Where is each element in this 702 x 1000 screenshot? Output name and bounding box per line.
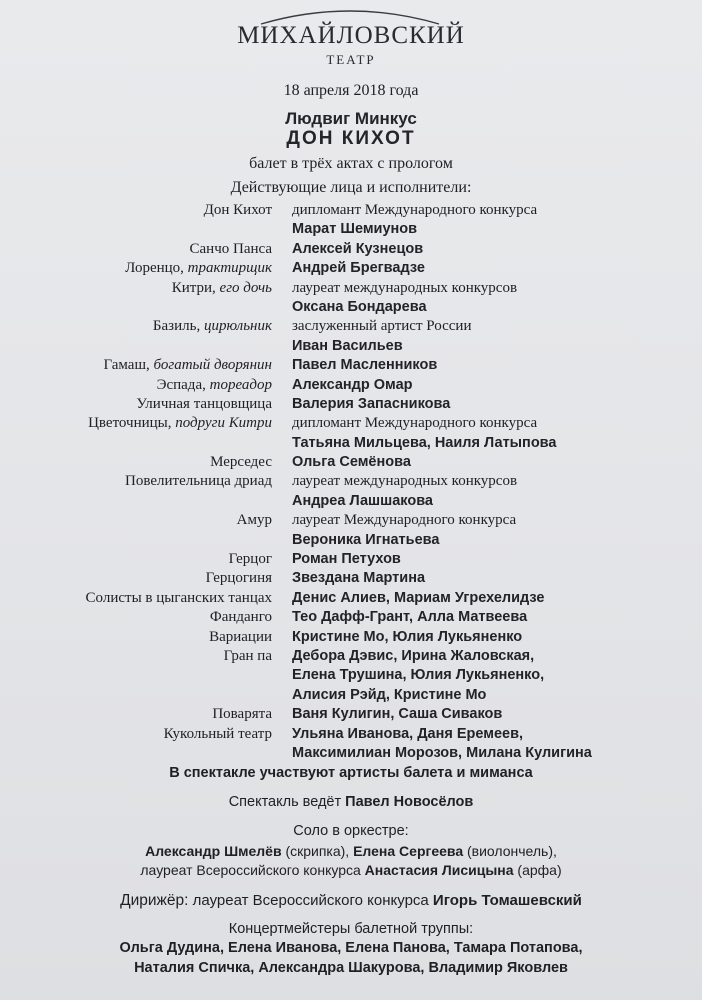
cast-heading: Действующие лица и исполнители: xyxy=(230,179,472,196)
performer-name: Андреа Лашшакова xyxy=(292,492,433,509)
cast-row xyxy=(0,259,702,278)
role-name xyxy=(0,511,272,530)
role-name xyxy=(0,744,272,763)
cast-row xyxy=(0,356,702,375)
cast-row xyxy=(0,414,702,433)
soloist-name: Елена Сергеева xyxy=(353,843,464,859)
role-note: цирюльник xyxy=(203,318,272,335)
role-label: Дон Кихот xyxy=(203,202,272,218)
role-label: Поварята xyxy=(212,706,272,723)
cast-row xyxy=(0,705,702,724)
performer-name: Алисия Рэйд, Кристине Мо xyxy=(292,686,487,703)
cast-row xyxy=(0,434,702,453)
cast-row xyxy=(0,647,702,666)
performer-name: Марат Шемиунов xyxy=(292,221,418,238)
role-name xyxy=(0,317,272,336)
role-name xyxy=(0,259,272,278)
role-label: Гамаш, xyxy=(103,357,154,374)
cast-row xyxy=(0,317,702,336)
cast-row xyxy=(0,220,702,239)
cast-row xyxy=(0,608,702,627)
performer-title: лауреат международных конкурсов xyxy=(292,279,518,296)
role-name xyxy=(0,589,272,608)
soloist-instrument: (арфа) xyxy=(513,862,562,878)
role-name xyxy=(0,492,272,511)
role-name xyxy=(0,666,272,685)
role-name xyxy=(0,220,272,239)
role-name xyxy=(0,472,272,491)
role-name xyxy=(0,608,272,627)
soloist-title: лауреат Всероссийского конкурса xyxy=(140,862,365,878)
performer-name: Ульяна Иванова, Даня Еремеев, xyxy=(292,725,524,742)
role-note: его дочь xyxy=(219,279,272,296)
conductor-name: Игорь Томашевский xyxy=(432,892,582,909)
accompanists-line-1: Ольга Дудина, Елена Иванова, Елена Панова, Тамара Потапова, xyxy=(119,940,583,956)
performer-name: Денис Алиев, Мариам Угрехелидзе xyxy=(292,589,545,606)
role-name xyxy=(0,240,272,259)
cast-row xyxy=(0,589,702,608)
role-name xyxy=(0,705,272,724)
performer-name: Кристине Мо, Юлия Лукьяненко xyxy=(292,628,523,645)
role-name xyxy=(0,647,272,666)
role-name xyxy=(0,686,272,705)
soloist-instrument: (виолончель), xyxy=(463,843,557,859)
soloist-instrument: (скрипка), xyxy=(281,843,354,859)
role-note: тореадор xyxy=(209,376,272,393)
orchestra-solo-line-2 xyxy=(0,862,702,878)
accompanists-line-2: Наталия Спичка, Александра Шакурова, Владимир Яковлев xyxy=(134,960,568,976)
role-name xyxy=(0,298,272,317)
orchestra-solo-heading: Соло в оркестре: xyxy=(293,823,409,839)
role-name xyxy=(0,434,272,453)
cast-row xyxy=(0,298,702,317)
role-label: Мерседес xyxy=(210,454,272,471)
role-name xyxy=(0,453,272,472)
performer-title: лауреат Международного конкурса xyxy=(292,512,517,529)
ballet-subtitle: балет в трёх актах с прологом xyxy=(249,155,453,172)
role-label: Солисты в цыганских танцах xyxy=(85,589,272,606)
role-name xyxy=(0,395,272,414)
role-name xyxy=(0,531,272,550)
cast-row xyxy=(0,744,702,763)
role-name xyxy=(0,376,272,395)
cast-row xyxy=(0,337,702,356)
role-label: Кукольный театр xyxy=(163,725,272,742)
performer-title: лауреат международных конкурсов xyxy=(292,473,518,490)
role-label: Вариации xyxy=(209,628,272,645)
cast-row xyxy=(0,686,702,705)
cast-row xyxy=(0,376,702,395)
cast-row xyxy=(0,279,702,298)
ballet-title: ДОН КИХОТ xyxy=(286,128,416,149)
cast-row xyxy=(0,472,702,491)
role-label: Эспада, xyxy=(156,376,210,393)
performer-name: Елена Трушина, Юлия Лукьяненко, xyxy=(292,667,545,684)
role-name xyxy=(0,337,272,356)
performer-name: Валерия Запасникова xyxy=(292,395,451,412)
performer-name: Ваня Кулигин, Саша Сиваков xyxy=(292,706,503,723)
role-label: Уличная танцовщица xyxy=(136,395,272,412)
cast-row xyxy=(0,240,702,259)
performer-name: Дебора Дэвис, Ирина Жаловская, xyxy=(292,647,535,664)
cast-row xyxy=(0,666,702,685)
cast-row xyxy=(0,531,702,550)
role-note: подруги Китри xyxy=(175,415,272,432)
role-name xyxy=(0,569,272,588)
role-label: Китри, xyxy=(171,279,220,296)
role-label: Базиль, xyxy=(152,318,204,335)
theatre-logo-name: МИХАЙЛОВСКИЙ xyxy=(237,22,465,49)
performer-name: Максимилиан Морозов, Милана Кулигина xyxy=(292,744,592,761)
role-label: Амур xyxy=(236,512,272,529)
performance-date: 18 апреля 2018 года xyxy=(283,82,419,99)
performer-title: дипломант Международного конкурса xyxy=(292,202,538,218)
performer-name: Звездана Мартина xyxy=(292,570,426,587)
conductor-line xyxy=(0,892,702,910)
performer-name: Вероника Игнатьева xyxy=(292,531,440,548)
role-name xyxy=(0,628,272,647)
orchestra-solo-line-1 xyxy=(0,843,702,859)
performer-name: Александр Омар xyxy=(292,376,413,393)
role-name xyxy=(0,550,272,569)
cast-row xyxy=(0,492,702,511)
leader-label: Спектакль ведёт xyxy=(228,794,346,810)
cast-row xyxy=(0,201,702,220)
role-label: Герцогиня xyxy=(205,570,272,587)
participation-note: В спектакле участвуют артисты балета и миманса xyxy=(169,765,533,781)
cast-row xyxy=(0,453,702,472)
cast-row xyxy=(0,395,702,414)
cast-row xyxy=(0,550,702,569)
role-name xyxy=(0,414,272,433)
soloist-name: Анастасия Лисицына xyxy=(364,862,514,878)
performer-name: Тео Дафф-Грант, Алла Матвеева xyxy=(292,609,528,626)
conductor-label: Дирижёр: xyxy=(120,892,189,909)
leader-name: Павел Новосёлов xyxy=(345,794,474,810)
cast-row xyxy=(0,511,702,530)
role-name xyxy=(0,356,272,375)
theatre-logo-sub: ТЕАТР xyxy=(326,52,376,67)
role-label: Гран па xyxy=(223,647,272,664)
role-name xyxy=(0,279,272,298)
role-label: Фанданго xyxy=(209,609,272,626)
performer-title: дипломант Международного конкурса xyxy=(292,415,538,432)
role-label: Санчо Панса xyxy=(189,240,272,257)
role-name xyxy=(0,725,272,744)
role-name xyxy=(0,201,272,220)
cast-row xyxy=(0,725,702,744)
role-note: богатый дворянин xyxy=(153,357,272,374)
performer-name: Татьяна Мильцева, Наиля Латыпова xyxy=(292,434,557,451)
performer-name: Андрей Брегвадзе xyxy=(292,260,425,277)
cast-row xyxy=(0,569,702,588)
performer-title: заслуженный артист России xyxy=(292,318,472,335)
conductor-title: лауреат Всероссийского конкурса xyxy=(188,892,433,909)
performer-name: Павел Масленников xyxy=(292,357,438,374)
performer-name: Роман Петухов xyxy=(292,551,401,568)
role-label: Цветочницы, xyxy=(88,415,176,432)
accompanists-heading: Концертмейстеры балетной труппы: xyxy=(228,921,474,937)
performer-name: Оксана Бондарева xyxy=(292,298,427,315)
performer-name: Ольга Семёнова xyxy=(292,454,411,471)
performer-name: Алексей Кузнецов xyxy=(292,240,424,257)
cast-row xyxy=(0,628,702,647)
performance-leader xyxy=(0,794,702,810)
role-label: Повелительница дриад xyxy=(125,473,272,490)
role-note: трактирщик xyxy=(187,260,272,277)
performer-name: Иван Васильев xyxy=(292,337,403,354)
cast-list xyxy=(0,201,702,763)
role-label: Герцог xyxy=(228,551,272,568)
soloist-name: Александр Шмелёв xyxy=(145,843,282,859)
role-label: Лоренцо, xyxy=(125,260,188,277)
composer-name: Людвиг Минкус xyxy=(285,109,417,128)
